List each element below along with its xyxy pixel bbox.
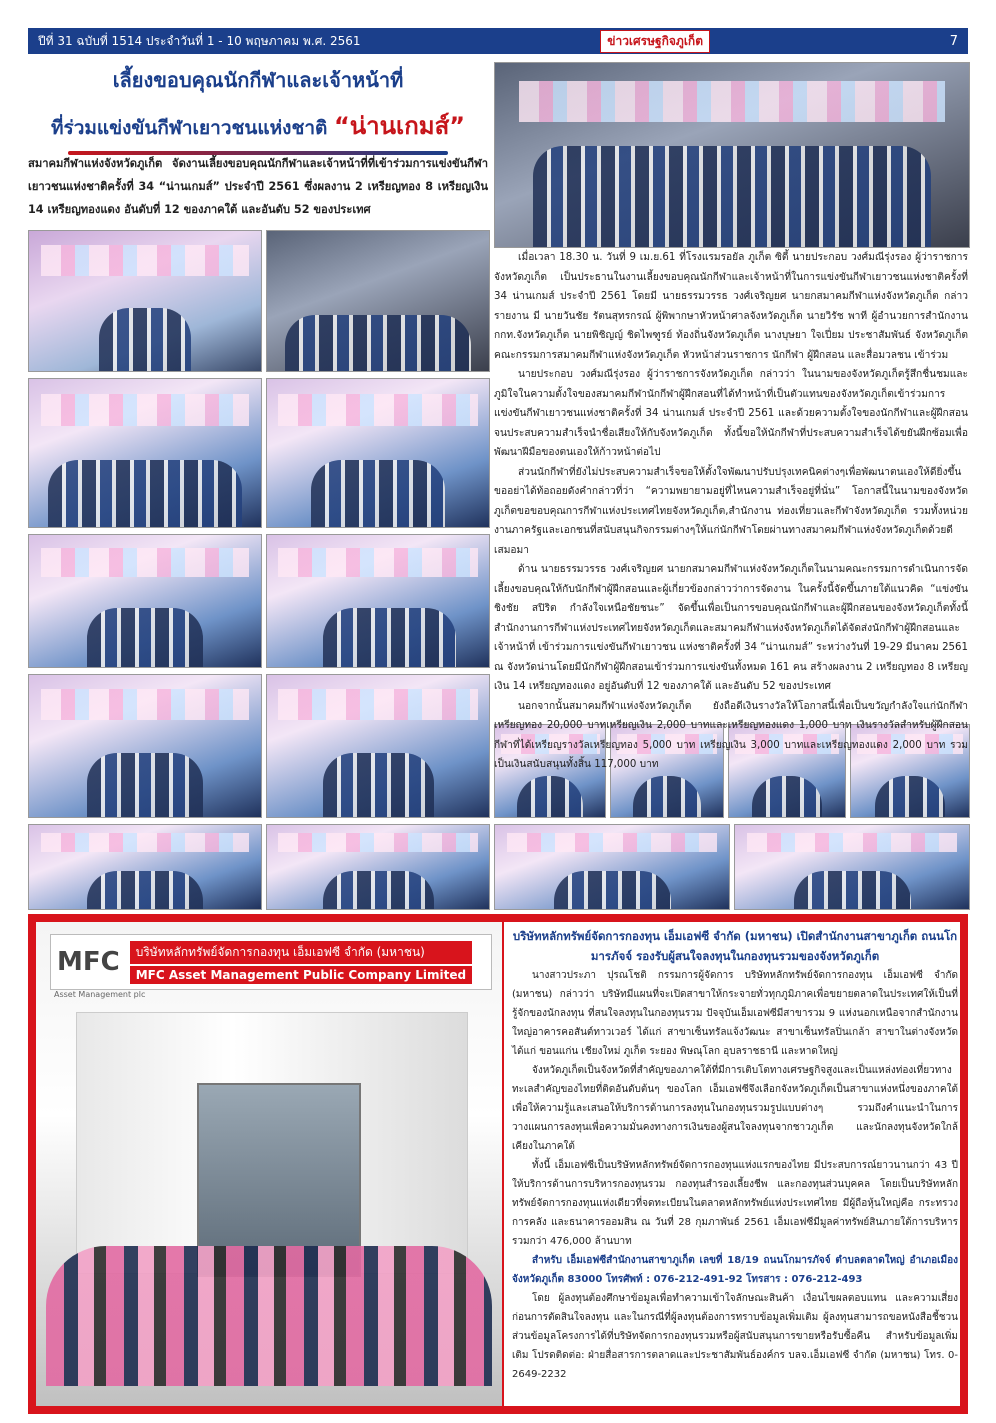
mfc-paragraph: นางสาวประภา ปุรณโชติ กรรมการผู้จัดการ บริษัทหลักทรัพย์จัดการกองทุน เอ็มเอฟซี จำกัด (มหาชน) กล่าวว่า บริษัทมีแผนที่จะเปิดสาขาให้กระจายทั่วทุกภูมิภาคเพื่อขยายตลาดในประเทศให้เป็นที่รู้จักของนักลงทุน ที่สนใจลงทุนในกองทุนรวม ปัจจุบันเอ็มเอฟซีมีสาขารวม 9 แห่งนอกเหนือจากสำนักงานใหญ่อาคารคอสันต์ทาวเวอร์ ได้แก่ สาขาเซ็นทรัลแจ้งวัฒนะ สาขาเซ็นทรัลปิ่นเกล้า สาขาในต่างจังหวัดได้แก่ ขอนแก่น เชียงใหม่ ภูเก็ต ระยอง พิษณุโลก อุบลราชธานี และหาดใหญ่	[512, 970, 958, 1057]
newspaper-logo: ข่าวเศรษฐกิจภูเก็ต	[600, 30, 710, 53]
mfc-sign-names	[130, 941, 472, 984]
photo-speaker	[28, 230, 262, 372]
mfc-article	[512, 926, 958, 1384]
headline-line1: เลี้ยงขอบคุณนักกีฬาและเจ้าหน้าที่	[112, 68, 404, 92]
photo-athletes-2	[266, 378, 490, 528]
mfc-branch-address: สำหรับ เอ็มเอฟซีสำนักงานสาขาภูเก็ต เลขที่ 18/19 ถนนโกมารภัจจ์ ตำบลตลาดใหญ่ อำเภอเมือง จังหวัดภูเก็ต 83000 โทรศัพท์ : 076-212-491-92 โทรสาร : 076-212-493	[512, 1255, 958, 1285]
article-paragraph: ส่วนนักกีฬาที่ยังไม่ประสบความสำเร็จขอให้ตั้งใจพัฒนาปรับปรุงเทคนิคต่างๆเพื่อพัฒนาตนเองให้ดียิ่งขึ้น ขออย่าได้ท้อถอยดังคำกล่าวที่ว่า “ความพยายามอยู่ที่ไหนความสำเร็จอยู่ที่นั่น” โอกาสนี้ในนามของจังหวัดภูเก็ตขอขอบคุณการกีฬาแห่งประเทศไทยจังหวัดภูเก็ต,สำนักงาน ท่องเที่ยวและกีฬาจังหวัดภูเก็ต รวมทั้งหน่วยงานภาครัฐและเอกชนที่สนับสนุนกิจกรรมต่างๆให้แก่นักกีฬาโดยผ่านทางสมาคมกีฬาแห่งจังหวัดภูเก็ตด้วยดีเสมอมา	[494, 466, 968, 556]
photo-award-3	[28, 674, 262, 818]
headline-line2-highlight: “น่านเกมส์”	[333, 112, 466, 140]
mfc-sign-english: MFC Asset Management Public Company Limited	[130, 966, 472, 984]
page-number: 7	[949, 33, 958, 49]
photo-award-12	[734, 824, 970, 910]
mfc-paragraph: ทั้งนี้ เอ็มเอฟซีเป็นบริษัทหลักทรัพย์จัดการกองทุนแห่งแรกของไทย มีประสบการณ์ยาวนานกว่า 43 ปี ให้บริการด้านการบริหารกองทุนรวม กองทุนสำรองเลี้ยงชีพ และกองทุนส่วนบุคคล โดยเป็นบริษัทหลักทรัพย์จัดการกองทุนแห่งเดียวที่จดทะเบียนในตลาดหลักทรัพย์แห่งประเทศไทย มีผู้ถือหุ้นใหญ่คือ กระทรวงการคลัง และธนาคารออมสิน ณ วันที่ 28 กุมภาพันธ์ 2561 เอ็มเอฟซีมีมูลค่าทรัพย์สินภายใต้การบริหารรวมกว่า 476,000 ล้านบาท	[512, 1160, 958, 1247]
mfc-group-photo	[46, 1246, 492, 1386]
photo-award-4	[266, 674, 490, 818]
photo-award-9	[28, 824, 262, 910]
mfc-disclaimer: โดย ผู้ลงทุนต้องศึกษาข้อมูลเพื่อทำความเข้าใจลักษณะสินค้า เงื่อนไขผลตอบแทน และความเสี่ยงก่อนการตัดสินใจลงทุน และในกรณีที่ผู้ลงทุนต้องการทราบข้อมูลเพิ่มเติม ผู้ลงทุนสามารถขอหนังสือชี้ชวนส่วนข้อมูลโครงการได้ที่บริษัทจัดการกองทุนรวมหรือผู้สนับสนุนการขายหรือรับซื้อคืน สำหรับข้อมูลเพิ่มเติม โปรดติดต่อ: ฝ่ายสื่อสารการตลาดและประชาสัมพันธ์องค์กร บลจ.เอ็มเอฟซี จำกัด (มหาชน) โทร. 0-2649-2232	[512, 1293, 958, 1380]
article-paragraph: นายประกอบ วงศ์มณีรุ่งรอง ผู้ว่าราชการจังหวัดภูเก็ต กล่าวว่า ในนามของจังหวัดภูเก็ตรู้สึกชื่นชมและภูมิใจในความตั้งใจของสมาคมกีฬานักกีฬาผู้ฝึกสอนที่ได้ทำหน้าที่เป็นตัวแทนของจังหวัดภูเก็ตเข้าร่วมการแข่งขันกีฬาเยาวชนแห่งชาติครั้งที่ 34 น่านเกมส์ ประจำปี 2561 และด้วยความตั้งใจของนักกีฬาและผู้ฝึกสอนจนประสบความสำเร็จนำชื่อเสียงให้กับจังหวัดภูเก็ต ทั้งนี้ขอให้นักกีฬาที่ประสบความสำเร็จได้ขยันฝึกซ้อมเพื่อพัฒนาฝีมือของตนเองให้ก้าวหน้าต่อไป	[494, 369, 968, 458]
mfc-advertorial	[28, 914, 968, 1414]
photo-award-2	[266, 534, 490, 668]
headline-line2-text: ที่ร่วมแข่งขันกีฬาเยาวชนแห่งชาติ	[50, 117, 328, 139]
photo-award-11	[494, 824, 730, 910]
issue-info: ปีที่ 31 ฉบับที่ 1514 ประจำวันที่ 1 - 10 พฤษภาคม พ.ศ. 2561	[38, 33, 361, 48]
mfc-sign-thai: บริษัทหลักทรัพย์จัดการกองทุน เอ็มเอฟซี จำกัด (มหาชน)	[130, 941, 472, 964]
mfc-branch-photo	[36, 922, 504, 1406]
photo-award-10	[266, 824, 490, 910]
mfc-sign	[50, 934, 492, 990]
page-header	[28, 28, 968, 54]
article-body	[494, 248, 968, 775]
photo-athletes-1	[28, 378, 262, 528]
mfc-building	[76, 1012, 468, 1274]
article-intro: สมาคมกีฬาแห่งจังหวัดภูเก็ต จัดงานเลี้ยงขอบคุณนักกีฬาและเจ้าหน้าที่ที่เข้าร่วมการแข่งขันกีฬาเยาวชนแห่งชาติครั้งที่ 34 “น่านเกมส์” ประจำปี 2561 ซึ่งผลงาน 2 เหรียญทอง 8 เหรียญเงิน 14 เหรียญทองแดง อันดับที่ 12 ของภาคใต้ และอันดับ 52 ของประเทศ	[28, 157, 488, 216]
mfc-advertorial-inner	[36, 922, 960, 1406]
photo-award-1	[28, 534, 262, 668]
article-headline	[28, 64, 488, 155]
mfc-logo: MFC	[57, 947, 120, 977]
mfc-sign-subtitle: Asset Management plc	[54, 990, 146, 999]
headline-line2	[28, 106, 488, 145]
article-paragraph: เมื่อเวลา 18.30 น. วันที่ 9 เม.ย.61 ที่โรงแรมรอยัล ภูเก็ต ซิตี้ นายประกอบ วงศ์มณีรุ่งรอง ผู้ว่าราชการจังหวัดภูเก็ต เป็นประธานในงานเลี้ยงขอบคุณนักกีฬาและเจ้าหน้าที่ในการแข่งขันกีฬาเยาวชนแห่งชาติครั้งที่ 34 น่านเกมส์ ประจำปี 2561 โดยมี นายธรรมวรรธ วงศ์เจริญยศ นายกสมาคมกีฬาแห่งจังหวัดภูเก็ต กล่าวรายงาน มี นายวันชัย รัตนสุทรกรณ์ ผู้พิพากษาหัวหน้าศาลจังหวัดภูเก็ต นายวิรัช พาที ผู้อำนวยการสำนักงาน กกท.จังหวัดภูเก็ต นายพิชิญญ์ ชิดไพฑูรย์ ท้องถิ่นจังหวัดภูเก็ต นางบุษยา ใจเปี่ยม ประชาสัมพันธ์ จังหวัดภูเก็ต คณะกรรมการสมาคมกีฬาแห่งจังหวัดภูเก็ต หัวหน้าส่วนราชการ นักกีฬา ผู้ฝึกสอน และสื่อมวลชน เข้าร่วม	[494, 252, 968, 361]
article-paragraph: ด้าน นายธรรมวรรธ วงศ์เจริญยศ นายกสมาคมกีฬาแห่งจังหวัดภูเก็ตในนามคณะกรรมการดำเนินการจัดเลี้ยงขอบคุณให้กับนักกีฬาผู้ฝึกสอนและผู้เกี่ยวข้องกล่าวว่าการจัดงาน ในครั้งนี้จัดขึ้นภายใต้แนวคิด “แข่งขันชิงชัย สปิริต กำลังใจเหนือชัยชนะ” จัดขึ้นเพื่อเป็นการขอบคุณนักกีฬาและผู้ฝึกสอนของจังหวัดภูเก็ตทั้งนี้สำนักงานการกีฬาแห่งประเทศไทยจังหวัดภูเก็ตและสมาคมกีฬาแห่งจังหวัดภูเก็ตได้จัดส่งนักกีฬาผู้ฝึกสอนและเจ้าหน้าที่ เข้าร่วมการแข่งขันกีฬาเยาวชน แห่งชาติครั้งที่ 34 “น่านเกมส์” ระหว่างวันที่ 19-29 มีนาคม 2561 ณ จังหวัดน่านโดยมีนักกีฬาผู้ฝึกสอนเข้าร่วมการแข่งขันทั้งหมด 161 คน สร้างผลงาน 2 เหรียญทอง 8 เหรียญเงิน 14 เหรียญทองแดง อยู่อันดับที่ 12 ของภาคใต้ และอันดับ 52 ของประเทศ	[494, 564, 968, 692]
mfc-title: บริษัทหลักทรัพย์จัดการกองทุน เอ็มเอฟซี จำกัด (มหาชน) เปิดสำนักงานสาขาภูเก็ต ถนนโกมารภัจจ์ รองรับผู้สนใจลงทุนในกองทุนรวมของจังหวัดภูเก็ต	[512, 929, 958, 963]
photo-ceremony	[266, 230, 490, 372]
photo-group-main	[494, 62, 970, 248]
article-paragraph: นอกจากนั้นสมาคมกีฬาแห่งจังหวัดภูเก็ต ยังถือดีเงินรางวัลให้โอกาสนี้เพื่อเป็นขวัญกำลังใจแก่นักกีฬาเหรียญทอง 20,000 บาทเหรียญเงิน 2,000 บาทและเหรียญทองแดง 1,000 บาท เงินรางวัลสำหรับผู้ฝึกสอนกีฬาที่ได้เหรียญรางวัลเหรียญทอง 5,000 บาท เหรียญเงิน 3,000 บาทและเหรียญทองแดง 2,000 บาท รวมเป็นเงินสนับสนุนทั้งสิ้น 117,000 บาท	[494, 700, 968, 770]
mfc-paragraph: จังหวัดภูเก็ตเป็นจังหวัดที่สำคัญของภาคใต้ที่มีการเติบโตทางเศรษฐกิจสูงและเป็นแหล่งท่องเที่ยวทางทะเลสำคัญของไทยที่ติดอันดับต้นๆ ของโลก เอ็มเอฟซีจึงเลือกจังหวัดภูเก็ตเป็นสาขาแห่งหนึ่งของภาคใต้ เพื่อให้ความรู้และเสนอให้บริการด้านการลงทุนในกองทุนรวมรูปแบบต่างๆ รวมถึงคำแนะนำในการวางแผนการลงทุนเพื่อความมั่นคงทางการเงินของผู้สนใจลงทุนจากชาวภูเก็ต และนักลงทุนจังหวัดใกล้เคียงในภาคใต้	[512, 1065, 958, 1152]
